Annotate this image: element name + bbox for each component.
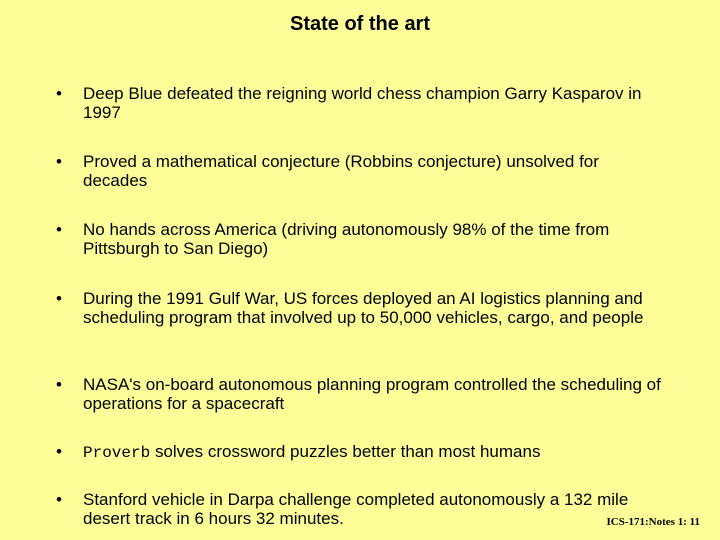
bullet-text: No hands across America (driving autonomously 98% of the time from Pittsburgh to San Diego) (83, 220, 610, 258)
bullet-icon: • (56, 152, 62, 171)
proverb-text: solves crossword puzzles better than most humans (150, 442, 541, 461)
bullet-icon: • (56, 289, 62, 308)
bullet-text: NASA's on-board autonomous planning program controlled the scheduling of operations for a spacecraft (83, 375, 661, 413)
slide-footer: ICS-171:Notes 1: 11 (606, 516, 700, 528)
bullet-text (83, 442, 663, 463)
bullet-icon: • (56, 84, 62, 103)
bullet-icon: • (56, 442, 62, 461)
bullet-icon: • (56, 490, 62, 509)
bullet-text: Proved a mathematical conjecture (Robbins conjecture) unsolved for decades (83, 152, 599, 190)
bullet-icon: • (56, 220, 62, 239)
slide-title: State of the art (289, 13, 431, 35)
bullet-icon: • (56, 375, 62, 394)
bullet-text: Stanford vehicle in Darpa challenge completed autonomously a 132 mile desert track in 6 hours 32 minutes. (83, 490, 629, 528)
bullet-text: Deep Blue defeated the reigning world chess champion Garry Kasparov in 1997 (83, 84, 642, 122)
proverb-code: Proverb (83, 444, 151, 462)
bullet-text: During the 1991 Gulf War, US forces deployed an AI logistics planning and scheduling program that involved up to 50,000 vehicles, cargo, and people (83, 289, 644, 327)
